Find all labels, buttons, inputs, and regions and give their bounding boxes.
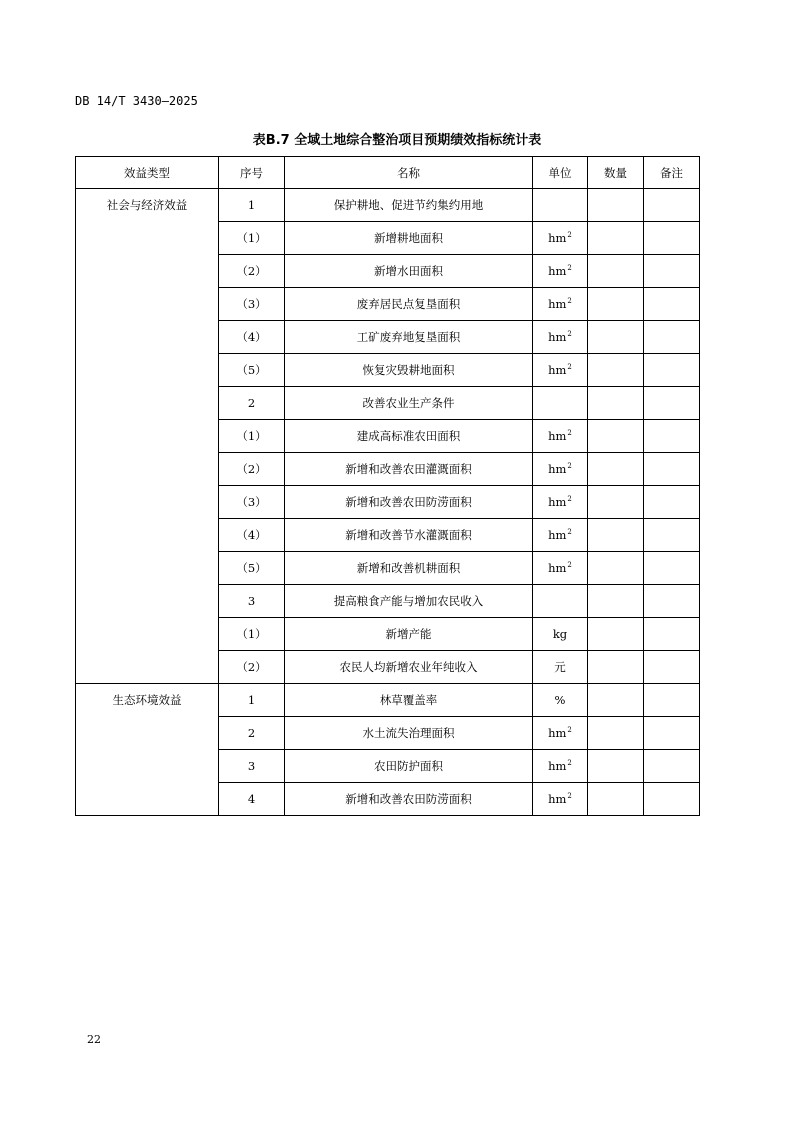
seq-cell: 3 [219, 585, 285, 618]
name-cell: 新增和改善机耕面积 [285, 552, 533, 585]
name-cell: 农民人均新增农业年纯收入 [285, 651, 533, 684]
remarks-cell [644, 321, 700, 354]
seq-cell: （2） [219, 255, 285, 288]
column-header: 序号 [219, 157, 285, 189]
seq-cell: 3 [219, 750, 285, 783]
quantity-cell [588, 651, 644, 684]
remarks-cell [644, 750, 700, 783]
quantity-cell [588, 288, 644, 321]
quantity-cell [588, 783, 644, 816]
quantity-cell [588, 255, 644, 288]
remarks-cell [644, 684, 700, 717]
table-row [76, 189, 700, 222]
remarks-cell [644, 189, 700, 222]
quantity-cell [588, 717, 644, 750]
remarks-cell [644, 519, 700, 552]
remarks-cell [644, 486, 700, 519]
unit-cell [533, 321, 588, 354]
name-cell: 新增和改善节水灌溉面积 [285, 519, 533, 552]
unit-text: hm [548, 462, 567, 476]
unit-cell [533, 420, 588, 453]
name-cell: 废弃居民点复垦面积 [285, 288, 533, 321]
quantity-cell [588, 519, 644, 552]
unit-cell [533, 618, 588, 651]
column-header: 名称 [285, 157, 533, 189]
document-code: DB 14/T 3430—2025 [75, 94, 198, 108]
unit-text: hm [548, 231, 567, 245]
name-cell: 新增耕地面积 [285, 222, 533, 255]
unit-cell [533, 519, 588, 552]
remarks-cell [644, 354, 700, 387]
unit-superscript: 2 [567, 363, 572, 371]
quantity-cell [588, 387, 644, 420]
quantity-cell [588, 189, 644, 222]
unit-text: hm [548, 759, 567, 773]
unit-text: hm [548, 429, 567, 443]
quantity-cell [588, 552, 644, 585]
seq-cell: （5） [219, 354, 285, 387]
remarks-cell [644, 552, 700, 585]
table-row [76, 684, 700, 717]
unit-superscript: 2 [567, 528, 572, 536]
unit-cell [533, 750, 588, 783]
unit-superscript: 2 [567, 264, 572, 272]
unit-text: hm [548, 495, 567, 509]
indicator-table [75, 156, 700, 816]
remarks-cell [644, 618, 700, 651]
name-cell: 建成高标准农田面积 [285, 420, 533, 453]
unit-cell [533, 651, 588, 684]
name-cell: 农田防护面积 [285, 750, 533, 783]
quantity-cell [588, 618, 644, 651]
quantity-cell [588, 453, 644, 486]
remarks-cell [644, 453, 700, 486]
seq-cell: 1 [219, 189, 285, 222]
seq-cell: 2 [219, 717, 285, 750]
column-header: 效益类型 [76, 157, 219, 189]
table-title: 表B.7 全域土地综合整治项目预期绩效指标统计表 [252, 133, 542, 148]
unit-text: hm [548, 330, 567, 344]
name-cell: 林草覆盖率 [285, 684, 533, 717]
remarks-cell [644, 717, 700, 750]
quantity-cell [588, 321, 644, 354]
unit-text: 元 [554, 660, 566, 674]
unit-text: hm [548, 264, 567, 278]
seq-cell: （5） [219, 552, 285, 585]
unit-cell [533, 453, 588, 486]
seq-cell: 2 [219, 387, 285, 420]
name-cell: 提高粮食产能与增加农民收入 [285, 585, 533, 618]
table-body [76, 189, 700, 816]
unit-superscript: 2 [567, 495, 572, 503]
column-header: 数量 [588, 157, 644, 189]
page-number: 22 [87, 1033, 101, 1046]
unit-superscript: 2 [567, 759, 572, 767]
remarks-cell [644, 288, 700, 321]
name-cell: 工矿废弃地复垦面积 [285, 321, 533, 354]
seq-cell: （1） [219, 420, 285, 453]
unit-cell [533, 255, 588, 288]
unit-text: hm [548, 528, 567, 542]
quantity-cell [588, 750, 644, 783]
column-header: 备注 [644, 157, 700, 189]
remarks-cell [644, 420, 700, 453]
seq-cell: （4） [219, 519, 285, 552]
name-cell: 水土流失治理面积 [285, 717, 533, 750]
unit-superscript: 2 [567, 462, 572, 470]
quantity-cell [588, 684, 644, 717]
seq-cell: （2） [219, 453, 285, 486]
unit-cell [533, 387, 588, 420]
name-cell: 新增和改善农田灌溉面积 [285, 453, 533, 486]
unit-cell [533, 783, 588, 816]
quantity-cell [588, 585, 644, 618]
name-cell: 新增和改善农田防涝面积 [285, 486, 533, 519]
unit-cell [533, 585, 588, 618]
remarks-cell [644, 222, 700, 255]
seq-cell: （1） [219, 222, 285, 255]
seq-cell: （1） [219, 618, 285, 651]
remarks-cell [644, 783, 700, 816]
unit-superscript: 2 [567, 792, 572, 800]
unit-superscript: 2 [567, 561, 572, 569]
quantity-cell [588, 222, 644, 255]
remarks-cell [644, 585, 700, 618]
unit-superscript: 2 [567, 726, 572, 734]
column-header: 单位 [533, 157, 588, 189]
unit-text: hm [548, 726, 567, 740]
remarks-cell [644, 255, 700, 288]
unit-superscript: 2 [567, 330, 572, 338]
unit-cell [533, 354, 588, 387]
unit-text: hm [548, 561, 567, 575]
seq-cell: 1 [219, 684, 285, 717]
unit-cell [533, 189, 588, 222]
unit-cell [533, 684, 588, 717]
unit-text: kg [552, 627, 568, 641]
remarks-cell [644, 387, 700, 420]
unit-cell [533, 486, 588, 519]
unit-text: hm [548, 792, 567, 806]
unit-cell [533, 552, 588, 585]
benefit-type-cell: 社会与经济效益 [76, 189, 219, 684]
name-cell: 改善农业生产条件 [285, 387, 533, 420]
unit-text: hm [548, 297, 567, 311]
benefit-type-cell: 生态环境效益 [76, 684, 219, 816]
quantity-cell [588, 486, 644, 519]
unit-superscript: 2 [567, 231, 572, 239]
quantity-cell [588, 420, 644, 453]
unit-superscript: 2 [567, 429, 572, 437]
unit-text: % [554, 693, 566, 707]
seq-cell: 4 [219, 783, 285, 816]
unit-cell [533, 717, 588, 750]
unit-cell [533, 222, 588, 255]
name-cell: 新增产能 [285, 618, 533, 651]
quantity-cell [588, 354, 644, 387]
name-cell: 新增水田面积 [285, 255, 533, 288]
seq-cell: （3） [219, 288, 285, 321]
name-cell: 新增和改善农田防涝面积 [285, 783, 533, 816]
unit-superscript: 2 [567, 297, 572, 305]
unit-text: hm [548, 363, 567, 377]
unit-cell [533, 288, 588, 321]
seq-cell: （4） [219, 321, 285, 354]
header-row [76, 157, 700, 189]
seq-cell: （2） [219, 651, 285, 684]
name-cell: 恢复灾毁耕地面积 [285, 354, 533, 387]
seq-cell: （3） [219, 486, 285, 519]
name-cell: 保护耕地、促进节约集约用地 [285, 189, 533, 222]
remarks-cell [644, 651, 700, 684]
